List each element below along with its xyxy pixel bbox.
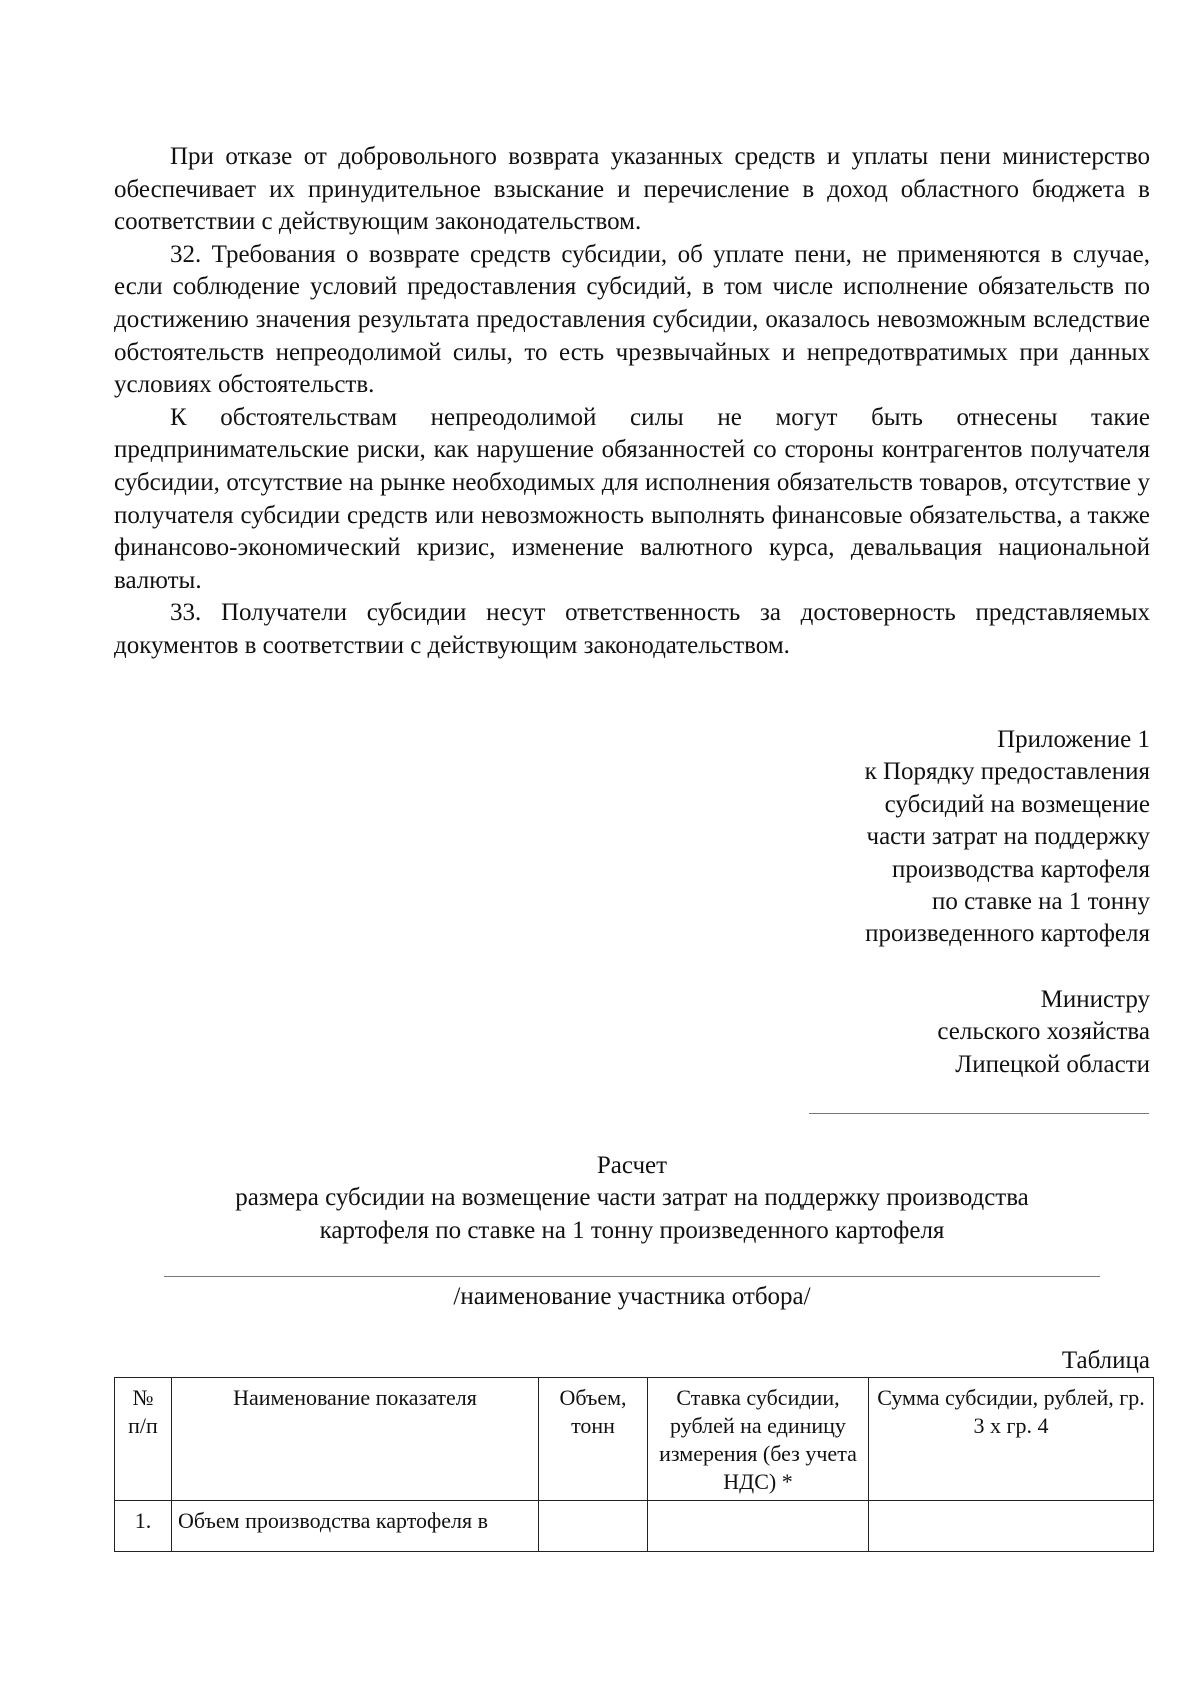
- table-row: [115, 1501, 1154, 1552]
- calculation-title: Расчет: [596, 1152, 668, 1179]
- appendix-line: произведенного картофеля: [865, 920, 1150, 948]
- appendix-line: субсидий на возмещение: [884, 790, 1150, 818]
- appendix-line: производства картофеля: [891, 855, 1150, 883]
- table-cell: 1.: [115, 1501, 172, 1552]
- participant-name-caption: /наименование участника отбора/: [453, 1283, 811, 1310]
- table-cell: [539, 1501, 648, 1552]
- appendix-header: [865, 724, 1150, 951]
- table-cell: Объем производства картофеля в: [172, 1501, 539, 1552]
- header-rate: Ставка субсидии, рублей на единицу измерения (без учета НДС) *: [648, 1378, 869, 1501]
- appendix-line: к Порядку предоставления: [864, 758, 1150, 786]
- table-cell: [869, 1501, 1154, 1552]
- calculation-subtitle-line: размера субсидии на возмещение части затрат на поддержку производства: [235, 1184, 1029, 1212]
- subsidy-calculation-table: [114, 1377, 1154, 1552]
- paragraph-refusal: При отказе от добровольного возврата указанных средств и уплаты пени министерство обеспечивает их принудительное взыскание и перечисление в доход областного бюджета в соответствии с действующим законодательством.: [114, 143, 1150, 236]
- participant-name-line: [164, 1276, 1100, 1277]
- appendix-line: части затрат на поддержку: [866, 823, 1150, 851]
- addressee-line: Липецкой области: [955, 1050, 1150, 1078]
- calculation-subtitle-line: картофеля по ставке на 1 тонну произведенного картофеля: [319, 1216, 945, 1244]
- header-subsidy-sum: Сумма субсидии, рублей, гр. 3 х гр. 4: [869, 1378, 1154, 1501]
- addressee-line: сельского хозяйства: [937, 1018, 1150, 1046]
- document-body: [114, 141, 1150, 663]
- calculation-heading: [114, 1150, 1150, 1247]
- addressee-signature-line: [809, 1113, 1149, 1114]
- addressee-line: Министру: [1040, 986, 1150, 1013]
- header-number: № п/п: [115, 1378, 172, 1501]
- table-cell: [648, 1501, 869, 1552]
- header-volume: Объем, тонн: [539, 1378, 648, 1501]
- header-indicator-name: Наименование показателя: [172, 1378, 539, 1501]
- paragraph-33: 33. Получатели субсидии несут ответственность за достоверность представляемых документов в соответствии с действующим законодательством.: [114, 599, 1150, 659]
- paragraph-32: 32. Требования о возврате средств субсидии, об уплате пени, не применяются в случае, если соблюдение условий предоставления субсидий, в том числе исполнение обязательств по достижению значения результата предоставления субсидии, оказалось невозможным вследствие обстоятельств непреодолимой силы, то есть чрезвычайных и непредотвратимых при данных условиях обстоятельств.: [114, 240, 1150, 399]
- table-header-row: [115, 1378, 1154, 1501]
- appendix-line: Приложение 1: [997, 726, 1150, 753]
- appendix-line: по ставке на 1 тонну: [931, 888, 1150, 916]
- table-label: Таблица: [1061, 1347, 1150, 1374]
- addressee-block: [937, 984, 1150, 1081]
- paragraph-force-majeure: К обстоятельствам непреодолимой силы не могут быть отнесены такие предпринимательские риски, как нарушение обязанностей со стороны контрагентов получателя субсидии, отсутствие на рынке необходимых для исполнения обязательств товаров, отсутствие у получателя субсидии средств или невозможность выполнять финансовые обязательства, а также финансово-экономический кризис, изменение валютного курса, девальвация национальной валюты.: [114, 403, 1150, 594]
